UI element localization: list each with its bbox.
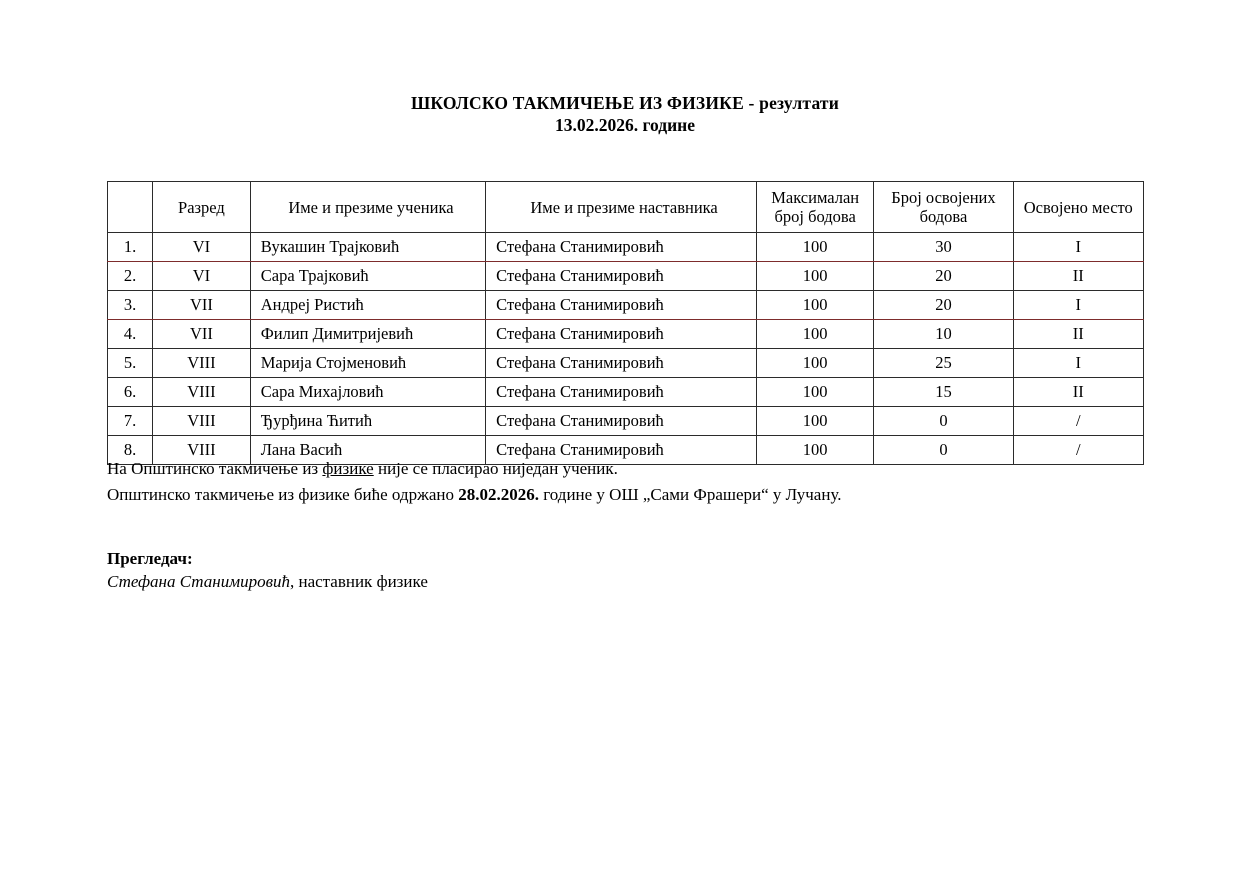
results-table-body bbox=[108, 233, 1144, 465]
results-table bbox=[107, 181, 1144, 465]
cell-max-points: 100 bbox=[757, 291, 874, 320]
cell-grade: VII bbox=[153, 291, 251, 320]
cell-place: / bbox=[1013, 436, 1143, 465]
reviewer-label: Прегледач: bbox=[107, 549, 193, 568]
cell-grade: VII bbox=[153, 320, 251, 349]
cell-grade: VIII bbox=[153, 407, 251, 436]
cell-points: 30 bbox=[874, 233, 1013, 262]
cell-grade: VI bbox=[153, 262, 251, 291]
cell-points: 10 bbox=[874, 320, 1013, 349]
cell-student: Филип Димитријевић bbox=[250, 320, 485, 349]
cell-max-points: 100 bbox=[757, 436, 874, 465]
cell-place: I bbox=[1013, 349, 1143, 378]
notes-section bbox=[107, 456, 1167, 508]
note-2-part-2: године у ОШ „Сами Фрашери“ у Лучану. bbox=[538, 485, 842, 504]
cell-teacher: Стефана Станимировић bbox=[486, 378, 757, 407]
cell-grade: VIII bbox=[153, 378, 251, 407]
table-row bbox=[108, 349, 1144, 378]
cell-max-points: 100 bbox=[757, 407, 874, 436]
cell-number: 1. bbox=[108, 233, 153, 262]
note-2-part-1: Општинско такмичење из физике биће одржано bbox=[107, 485, 459, 504]
reviewer-name: Стефана Станимировић bbox=[107, 572, 290, 591]
cell-max-points: 100 bbox=[757, 320, 874, 349]
page-title-main: ШКОЛСКО ТАКМИЧЕЊЕ ИЗ ФИЗИКЕ bbox=[410, 93, 744, 113]
document-title-block bbox=[0, 92, 1250, 136]
cell-student: Марија Стојменовић bbox=[250, 349, 485, 378]
cell-points: 20 bbox=[874, 291, 1013, 320]
cell-number: 2. bbox=[108, 262, 153, 291]
table-row bbox=[108, 233, 1144, 262]
cell-student: Ђурђина Ћитић bbox=[250, 407, 485, 436]
column-header-grade: Разред bbox=[153, 182, 251, 233]
cell-place: II bbox=[1013, 378, 1143, 407]
cell-teacher: Стефана Станимировић bbox=[486, 291, 757, 320]
cell-max-points: 100 bbox=[757, 262, 874, 291]
cell-teacher: Стефана Станимировић bbox=[486, 233, 757, 262]
cell-place: I bbox=[1013, 233, 1143, 262]
cell-points: 0 bbox=[874, 407, 1013, 436]
cell-max-points: 100 bbox=[757, 378, 874, 407]
column-header-place: Освојено место bbox=[1013, 182, 1143, 233]
column-header-max-points: Максималан број бодова bbox=[757, 182, 874, 233]
cell-place: / bbox=[1013, 407, 1143, 436]
cell-points: 15 bbox=[874, 378, 1013, 407]
cell-number: 7. bbox=[108, 407, 153, 436]
note-2-date: 28.02.2026. bbox=[458, 485, 539, 504]
cell-grade: VIII bbox=[153, 349, 251, 378]
cell-number: 5. bbox=[108, 349, 153, 378]
column-header-teacher: Име и презиме наставника bbox=[486, 182, 757, 233]
cell-student: Лана Васић bbox=[250, 436, 485, 465]
column-header-student: Име и презиме ученика bbox=[250, 182, 485, 233]
cell-place: I bbox=[1013, 291, 1143, 320]
cell-place: II bbox=[1013, 262, 1143, 291]
cell-student: Сара Михајловић bbox=[250, 378, 485, 407]
cell-teacher: Стефана Станимировић bbox=[486, 320, 757, 349]
cell-number: 4. bbox=[108, 320, 153, 349]
cell-student: Андреј Ристић bbox=[250, 291, 485, 320]
table-header-row bbox=[108, 182, 1144, 233]
reviewer-role: , наставник физике bbox=[289, 572, 428, 591]
column-header-number bbox=[108, 182, 153, 233]
cell-teacher: Стефана Станимировић bbox=[486, 407, 757, 436]
cell-max-points: 100 bbox=[757, 349, 874, 378]
cell-student: Вукашин Трајковић bbox=[250, 233, 485, 262]
cell-teacher: Стефана Станимировић bbox=[486, 262, 757, 291]
cell-grade: VI bbox=[153, 233, 251, 262]
note-paragraph-1 bbox=[107, 456, 1167, 482]
page-title-date: 13.02.2026. године bbox=[554, 115, 696, 135]
table-row bbox=[108, 320, 1144, 349]
cell-number: 6. bbox=[108, 378, 153, 407]
note-1-underlined: физике bbox=[322, 459, 374, 478]
note-1-part-1: На Општинско такмичење из bbox=[107, 459, 323, 478]
table-row bbox=[108, 291, 1144, 320]
table-row bbox=[108, 407, 1144, 436]
cell-points: 25 bbox=[874, 349, 1013, 378]
cell-grade: VIII bbox=[153, 436, 251, 465]
reviewer-signature bbox=[107, 570, 428, 594]
cell-points: 20 bbox=[874, 262, 1013, 291]
page-title bbox=[0, 92, 1250, 114]
cell-max-points: 100 bbox=[757, 233, 874, 262]
cell-teacher: Стефана Станимировић bbox=[486, 436, 757, 465]
cell-student: Сара Трајковић bbox=[250, 262, 485, 291]
table-row bbox=[108, 378, 1144, 407]
cell-place: II bbox=[1013, 320, 1143, 349]
table-row bbox=[108, 262, 1144, 291]
note-paragraph-2 bbox=[107, 482, 1167, 508]
page-title-suffix: - резултати bbox=[743, 93, 840, 113]
results-table-header bbox=[108, 182, 1144, 233]
cell-number: 3. bbox=[108, 291, 153, 320]
column-header-points: Број освојених бодова bbox=[874, 182, 1013, 233]
cell-number: 8. bbox=[108, 436, 153, 465]
note-1-part-2: није се пласирао ниједан ученик. bbox=[373, 459, 618, 478]
cell-points: 0 bbox=[874, 436, 1013, 465]
cell-teacher: Стефана Станимировић bbox=[486, 349, 757, 378]
